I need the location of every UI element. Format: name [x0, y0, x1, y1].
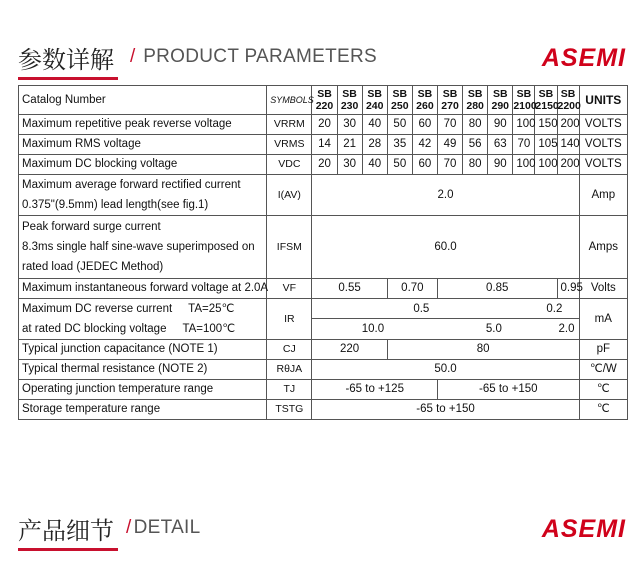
row-symbol: VDC [267, 155, 312, 175]
symbols-header: SYMBOLS [267, 86, 312, 115]
cell: 2.0 [312, 175, 579, 216]
row-symbol: VF [267, 279, 312, 299]
row-desc: Peak forward surge current 8.3ms single half sine-wave superimposed on rated load (JEDEC Method) [19, 216, 267, 279]
row-desc: Maximum average forward rectified current 0.375"(9.5mm) lead length(see fig.1) [19, 175, 267, 216]
row-unit: ℃ [579, 380, 627, 400]
table-row-rth [19, 360, 628, 380]
table-row-ifsm [19, 216, 628, 279]
row-desc: Maximum DC blocking voltage [19, 155, 267, 175]
row-unit: ℃/W [579, 360, 627, 380]
cell: 56 [463, 135, 488, 155]
cell: 90 [488, 115, 513, 135]
cell: 70 [437, 155, 462, 175]
row-symbol: TSTG [267, 400, 312, 420]
part-header: SB 260 [412, 86, 437, 115]
cell: 14 [312, 135, 337, 155]
section-title-zh: 产品细节 [18, 517, 114, 545]
row-desc: Maximum instantaneous forward voltage at 2.0A [19, 279, 267, 299]
cell: 0.95 [557, 279, 579, 299]
row-unit: mA [579, 299, 627, 340]
cell: 30 [337, 115, 362, 135]
cell: 100 [513, 155, 535, 175]
part-header: SB 220 [312, 86, 337, 115]
units-header: UNITS [579, 86, 627, 115]
row-symbol: I(AV) [267, 175, 312, 216]
row-unit: VOLTS [579, 135, 627, 155]
cell: 40 [362, 155, 387, 175]
table-row-tj [19, 380, 628, 400]
cell: 100 [513, 115, 535, 135]
table-row-ir [19, 299, 628, 340]
row-desc: Maximum RMS voltage [19, 135, 267, 155]
part-header: SB 2150 [535, 86, 557, 115]
cell: 80 [387, 340, 579, 360]
section-underline [18, 548, 118, 551]
table-header-row [19, 86, 628, 115]
row-symbol: IFSM [267, 216, 312, 279]
section-title-en: / PRODUCT PARAMETERS [130, 46, 377, 67]
cell: 80 [463, 155, 488, 175]
cell: 0.85 [437, 279, 557, 299]
row-unit: Amp [579, 175, 627, 216]
cell: 42 [412, 135, 437, 155]
cell: 105 [535, 135, 557, 155]
row-desc: Storage temperature range [19, 400, 267, 420]
cell: -65 to +125 [312, 380, 438, 400]
row-unit: pF [579, 340, 627, 360]
cell: 60.0 [312, 216, 579, 279]
cell: 35 [387, 135, 412, 155]
row-unit: ℃ [579, 400, 627, 420]
row-symbol: RθJA [267, 360, 312, 380]
cell: 21 [337, 135, 362, 155]
section-title-zh: 参数详解 [18, 46, 114, 74]
cell: 220 [312, 340, 387, 360]
cell: 0.55 [312, 279, 387, 299]
cell: 140 [557, 135, 579, 155]
cell: 70 [437, 115, 462, 135]
row-unit: Volts [579, 279, 627, 299]
section-title-en: / DETAIL [126, 517, 201, 538]
row-desc: Typical thermal resistance (NOTE 2) [19, 360, 267, 380]
row-symbol: IR [267, 299, 312, 340]
asemi-logo: ASEMI [541, 515, 626, 543]
table-row-tstg [19, 400, 628, 420]
cell: 63 [488, 135, 513, 155]
row-unit: VOLTS [579, 115, 627, 135]
row-symbol: TJ [267, 380, 312, 400]
table-row-iav [19, 175, 628, 216]
row-desc: Maximum repetitive peak reverse voltage [19, 115, 267, 135]
asemi-logo: ASEMI [541, 44, 626, 72]
cell: 70 [513, 135, 535, 155]
cell: 50.0 [312, 360, 579, 380]
section-header-detail [18, 511, 626, 551]
row-unit: VOLTS [579, 155, 627, 175]
cell: 60 [412, 115, 437, 135]
row-symbol: VRRM [267, 115, 312, 135]
cell: 90 [488, 155, 513, 175]
part-header: SB 2200 [557, 86, 579, 115]
cell: 20 [312, 115, 337, 135]
section-underline [18, 77, 118, 80]
cell: -65 to +150 [312, 400, 579, 420]
part-header: SB 270 [437, 86, 462, 115]
cell: 50 [387, 155, 412, 175]
cell: 0.70 [387, 279, 437, 299]
part-header: SB 280 [463, 86, 488, 115]
cell: 28 [362, 135, 387, 155]
catalog-header: Catalog Number [19, 86, 267, 115]
part-header: SB 290 [488, 86, 513, 115]
cell: 30 [337, 155, 362, 175]
cell: 150 [535, 115, 557, 135]
row-unit: Amps [579, 216, 627, 279]
section-header-parameters [18, 40, 626, 80]
row-desc: Maximum DC reverse current TA=25℃ at rated DC blocking voltage TA=100℃ [19, 299, 267, 340]
cell: 20 [312, 155, 337, 175]
table-row-vrms [19, 135, 628, 155]
row-symbol: CJ [267, 340, 312, 360]
row-symbol: VRMS [267, 135, 312, 155]
table-row-vf [19, 279, 628, 299]
part-header: SB 2100 [513, 86, 535, 115]
cell: 200 [557, 115, 579, 135]
table-row-cj [19, 340, 628, 360]
row-desc: Operating junction temperature range [19, 380, 267, 400]
cell: 60 [412, 155, 437, 175]
cell: 49 [437, 135, 462, 155]
cell: 50 [387, 115, 412, 135]
parameters-table [18, 85, 628, 420]
table-row-vrrm [19, 115, 628, 135]
cell: 100 [535, 155, 557, 175]
part-header: SB 240 [362, 86, 387, 115]
cell: 80 [463, 115, 488, 135]
table-row-vdc [19, 155, 628, 175]
row-desc: Typical junction capacitance (NOTE 1) [19, 340, 267, 360]
part-header: SB 250 [387, 86, 412, 115]
cell: 40 [362, 115, 387, 135]
cell: 200 [557, 155, 579, 175]
part-header: SB 230 [337, 86, 362, 115]
ir-values: 0.5 0.2 10.0 5.0 2.0 [312, 299, 579, 340]
cell: -65 to +150 [437, 380, 579, 400]
